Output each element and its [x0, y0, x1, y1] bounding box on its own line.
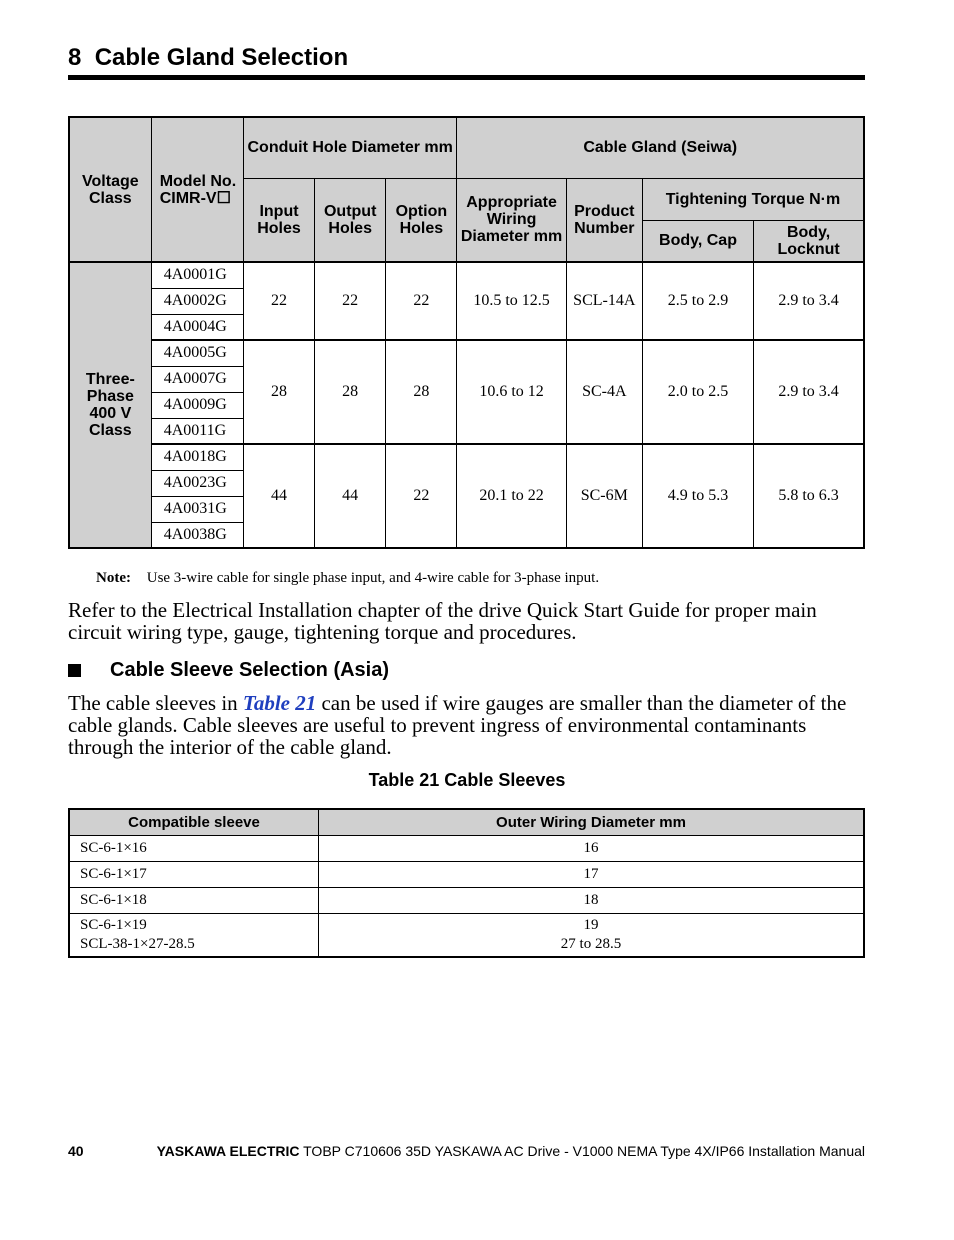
- model-cell: 4A0009G: [151, 392, 243, 418]
- paragraph-quick-start: Refer to the Electrical Installation chapter of the drive Quick Start Guide for proper main circuit wiring type, gauge, tightening torque and procedures.: [68, 598, 817, 644]
- option-holes-cell: 28: [386, 340, 457, 444]
- paragraph-cable-sleeves: [68, 692, 868, 758]
- table-row: [69, 340, 864, 366]
- cable-sleeves-table: [68, 808, 865, 958]
- model-cell: 4A0023G: [151, 470, 243, 496]
- title-rule: [68, 75, 865, 80]
- sleeve-line: SC-6-1×19: [80, 917, 147, 933]
- footer-doc-title: TOBP C710606 35D YASKAWA AC Drive - V1000 NEMA Type 4X/IP66 Installation Manual: [299, 1143, 865, 1159]
- product-number-cell: SCL-14A: [566, 262, 642, 340]
- model-cell: 4A0007G: [151, 366, 243, 392]
- header-outer-wiring-diameter: Outer Wiring Diameter mm: [318, 809, 864, 836]
- header-cable-gland: Cable Gland (Seiwa): [457, 117, 864, 178]
- header-body-cap: Body, Cap: [642, 220, 753, 262]
- section-title-text: Cable Gland Selection: [94, 44, 349, 71]
- header-body-locknut: Body, Locknut: [754, 220, 864, 262]
- footer-brand: YASKAWA ELECTRIC: [156, 1143, 300, 1159]
- table-row: [69, 262, 864, 288]
- output-holes-cell: 22: [315, 262, 386, 340]
- paragraph-text-before: The cable sleeves in: [68, 691, 243, 715]
- header-compatible-sleeve: Compatible sleeve: [69, 809, 318, 836]
- section-number: 8: [68, 44, 82, 71]
- square-bullet-icon: [68, 664, 81, 677]
- wiring-diameter-cell: 10.6 to 12: [457, 340, 566, 444]
- subheading: [68, 658, 389, 682]
- model-cell: 4A0002G: [151, 288, 243, 314]
- header-option-holes: Option Holes: [386, 178, 457, 262]
- paragraph-text-after: can be used if wire gauges are smaller than the diameter of the cable glands. Cable sleeves are useful to prevent ingress of environmental contaminants through the interior of the cable gland.: [68, 691, 847, 759]
- body-cap-cell: 2.5 to 2.9: [642, 262, 753, 340]
- page-footer: [68, 1142, 865, 1160]
- input-holes-cell: 28: [243, 340, 314, 444]
- input-holes-cell: 44: [243, 444, 314, 548]
- body-locknut-cell: 5.8 to 6.3: [754, 444, 864, 548]
- table-row: [69, 862, 864, 888]
- sleeve-line: SCL-38-1×27-28.5: [80, 936, 195, 952]
- model-cell: 4A0038G: [151, 522, 243, 548]
- footer-document: [157, 1142, 865, 1160]
- output-holes-cell: 28: [315, 340, 386, 444]
- section-title: [68, 43, 348, 73]
- product-number-cell: SC-6M: [566, 444, 642, 548]
- diameter-cell: 17: [318, 862, 864, 888]
- body-cap-cell: 4.9 to 5.3: [642, 444, 753, 548]
- voltage-class-cell: Three-Phase 400 V Class: [69, 262, 151, 548]
- model-cell: 4A0031G: [151, 496, 243, 522]
- model-cell: 4A0011G: [151, 418, 243, 444]
- option-holes-cell: 22: [386, 262, 457, 340]
- header-tightening-torque: Tightening Torque N·m: [642, 178, 864, 220]
- sleeve-cell: SC-6-1×16: [69, 836, 318, 862]
- table-row: [69, 888, 864, 914]
- output-holes-cell: 44: [315, 444, 386, 548]
- header-model-no: Model No. CIMR-V☐: [151, 117, 243, 262]
- header-conduit: Conduit Hole Diameter mm: [243, 117, 457, 178]
- model-cell: 4A0001G: [151, 262, 243, 288]
- diameter-cell: 18: [318, 888, 864, 914]
- note: [96, 569, 599, 587]
- header-voltage-class: Voltage Class: [69, 117, 151, 262]
- option-holes-cell: 22: [386, 444, 457, 548]
- model-cell: 4A0018G: [151, 444, 243, 470]
- header-wiring-diameter: Appropriate Wiring Diameter mm: [457, 178, 566, 262]
- note-label: Note:: [96, 570, 131, 586]
- subheading-text: Cable Sleeve Selection (Asia): [110, 659, 390, 681]
- table-row: [69, 836, 864, 862]
- cable-gland-table: [68, 116, 865, 549]
- diameter-line: 19: [583, 917, 599, 933]
- header-input-holes: Input Holes: [243, 178, 314, 262]
- product-number-cell: SC-4A: [566, 340, 642, 444]
- diameter-cell: 16: [318, 836, 864, 862]
- table-caption: Table 21 Cable Sleeves: [368, 770, 566, 790]
- input-holes-cell: 22: [243, 262, 314, 340]
- model-cell: 4A0004G: [151, 314, 243, 340]
- note-text: Use 3-wire cable for single phase input, and 4-wire cable for 3-phase input.: [146, 570, 600, 586]
- header-product-number: Product Number: [566, 178, 642, 262]
- body-cap-cell: 2.0 to 2.5: [642, 340, 753, 444]
- diameter-cell: [318, 914, 864, 958]
- header-output-holes: Output Holes: [315, 178, 386, 262]
- wiring-diameter-cell: 20.1 to 22: [457, 444, 566, 548]
- page-number: 40: [68, 1143, 84, 1159]
- model-cell: 4A0005G: [151, 340, 243, 366]
- table-row: [69, 444, 864, 470]
- sleeve-cell: [69, 914, 318, 958]
- table-row: [69, 914, 864, 958]
- wiring-diameter-cell: 10.5 to 12.5: [457, 262, 566, 340]
- sleeve-cell: SC-6-1×17: [69, 862, 318, 888]
- diameter-line: 27 to 28.5: [560, 936, 622, 952]
- body-locknut-cell: 2.9 to 3.4: [754, 340, 864, 444]
- table-21-link[interactable]: Table 21: [242, 691, 317, 715]
- body-locknut-cell: 2.9 to 3.4: [754, 262, 864, 340]
- sleeve-cell: SC-6-1×18: [69, 888, 318, 914]
